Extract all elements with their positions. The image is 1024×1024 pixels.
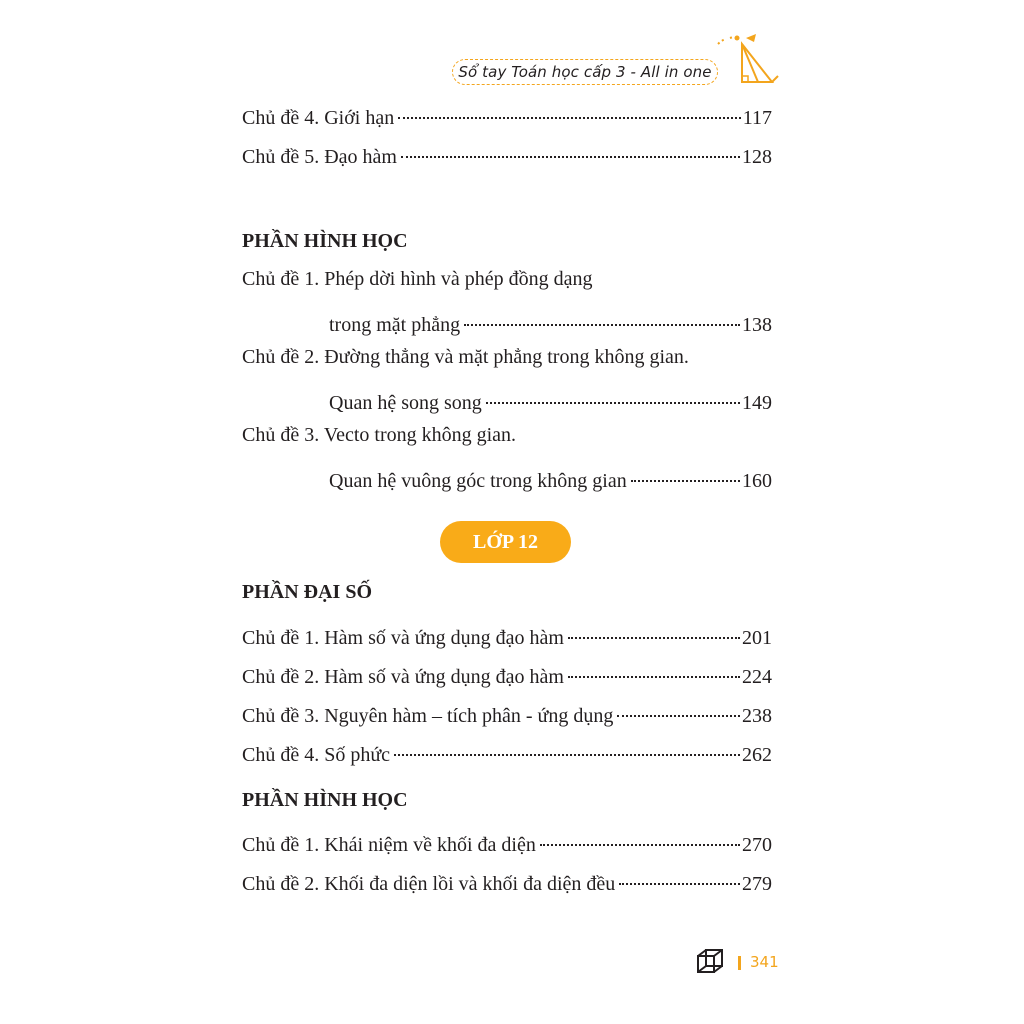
dot-leader (631, 458, 740, 482)
grade-badge-label: LỚP 12 (472, 530, 538, 553)
toc-entry-page: 149 (742, 392, 772, 414)
toc-entry-page: 117 (742, 107, 772, 129)
toc-entry-label: Quan hệ vuông góc trong không gian (329, 470, 627, 492)
toc-entry[interactable] (329, 307, 772, 335)
toc-entry-label: Chủ đề 2. Khối đa diện lồi và khối đa diện đều (242, 873, 616, 895)
toc-entry[interactable] (242, 698, 772, 726)
toc-entry-label: Chủ đề 3. Nguyên hàm – tích phân - ứng dụng (242, 705, 614, 727)
toc-entry-label: Chủ đề 4. Số phức (242, 744, 391, 766)
toc-entry-page: 201 (742, 627, 772, 649)
dot-leader (486, 380, 740, 404)
dot-leader (568, 654, 740, 678)
cube-icon (696, 948, 724, 976)
dot-leader (619, 861, 740, 885)
toc-entry-label: Chủ đề 1. Khái niệm về khối đa diện (242, 834, 536, 856)
toc-entry[interactable] (242, 659, 772, 687)
toc-entry[interactable] (242, 139, 772, 167)
toc-entry-page: 262 (742, 744, 772, 766)
toc-entry-page: 128 (742, 146, 772, 168)
book-title-header (452, 59, 718, 85)
toc-entry-label[interactable]: Chủ đề 1. Phép dời hình và phép đồng dạng (242, 268, 593, 290)
dot-leader (568, 615, 740, 639)
section-heading-algebra: PHẦN ĐẠI SỐ (242, 581, 373, 603)
dot-leader (401, 134, 740, 158)
section-heading-geometry: PHẦN HÌNH HỌC (242, 789, 408, 811)
toc-entry-label[interactable]: Chủ đề 2. Đường thẳng và mặt phẳng trong không gian. (242, 346, 689, 368)
toc-entry[interactable] (242, 827, 772, 855)
toc-entry[interactable] (329, 463, 772, 491)
toc-entry-label[interactable]: Chủ đề 3. Vecto trong không gian. (242, 424, 517, 446)
toc-entry-page: 160 (742, 470, 772, 492)
toc-entry-page: 224 (742, 666, 772, 688)
toc-entry-label: Chủ đề 2. Hàm số và ứng dụng đạo hàm (242, 666, 564, 688)
toc-entry[interactable] (242, 620, 772, 648)
toc-entry-page: 138 (742, 314, 772, 336)
page-number: 341 (750, 953, 779, 971)
dot-leader (394, 732, 740, 756)
dot-leader (540, 822, 740, 846)
toc-entry-label: Quan hệ song song (329, 392, 482, 414)
toc-entry-page: 270 (742, 834, 772, 856)
toc-entry[interactable] (242, 866, 772, 894)
toc-entry-label: Chủ đề 4. Giới hạn (242, 107, 395, 129)
section-heading-geometry: PHẦN HÌNH HỌC (242, 230, 408, 252)
triangle-ruler-icon (716, 30, 782, 90)
dot-leader (398, 95, 741, 119)
toc-entry[interactable] (242, 100, 772, 128)
toc-entry-label: trong mặt phẳng (329, 314, 461, 336)
footer-divider (738, 956, 741, 970)
toc-entry-page: 238 (742, 705, 772, 727)
toc-entry-page: 279 (742, 873, 772, 895)
dot-leader (464, 302, 740, 326)
toc-entry-label: Chủ đề 1. Hàm số và ứng dụng đạo hàm (242, 627, 564, 649)
toc-entry[interactable] (329, 385, 772, 413)
toc-entry[interactable] (242, 737, 772, 765)
book-title: Sổ tay Toán học cấp 3 - All in one (458, 63, 712, 81)
toc-entry-label: Chủ đề 5. Đạo hàm (242, 146, 397, 168)
grade-badge (440, 521, 571, 563)
dot-leader (617, 693, 740, 717)
